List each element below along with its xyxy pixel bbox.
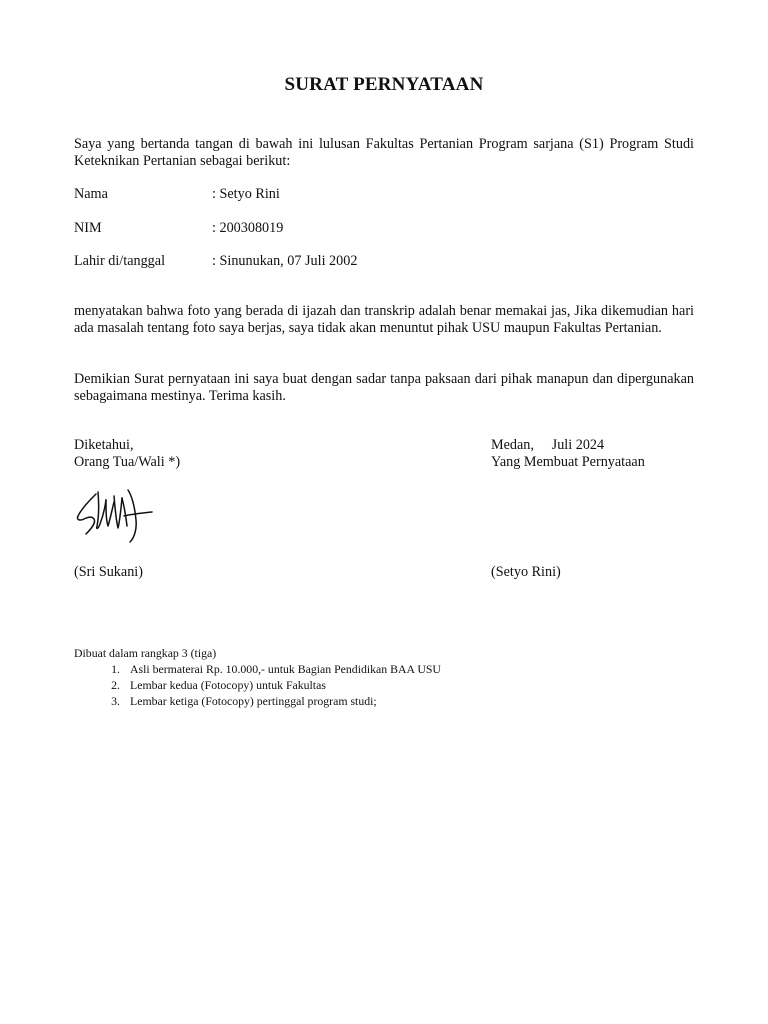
field-value: : Sinunukan, 07 Juli 2002 (212, 253, 358, 269)
left-signatory-line2: Orang Tua/Wali *) (74, 454, 181, 470)
document-title: SURAT PERNYATAAN (284, 74, 484, 95)
right-signatory-line2: Yang Membuat Pernyataan (491, 454, 645, 470)
right-signatory-place-date: Medan, Juli 2024 (491, 437, 605, 453)
list-number: 2. (111, 678, 120, 692)
closing-paragraph: Demikian Surat pernyataan ini saya buat dengan sadar tanpa paksaan dari pihak manapun dan dipergunakan sebagaimana mestinya. Terima kasih. (74, 371, 694, 404)
copies-heading: Dibuat dalam rangkap 3 (tiga) (74, 646, 217, 660)
intro-paragraph: Saya yang bertanda tangan di bawah ini lulusan Fakultas Pertanian Program sarjana (S1) Program Studi Keteknikan Pertanian sebagai berikut: (74, 136, 694, 169)
left-signatory-line1: Diketahui, (74, 437, 134, 453)
field-label: Lahir di/tanggal (74, 253, 166, 269)
right-signatory-name: (Setyo Rini) (491, 564, 561, 580)
list-item (74, 693, 441, 709)
left-signatory-name: (Sri Sukani) (74, 564, 143, 580)
field-birth (74, 253, 357, 270)
list-text: Lembar ketiga (Fotocopy) pertinggal program studi; (130, 694, 377, 708)
statement-paragraph: menyatakan bahwa foto yang berada di ijazah dan transkrip adalah benar memakai jas, Jika dikemudian hari ada masalah tentang foto saya berjas, saya tidak akan menuntut pihak USU maupun Fakultas Pertanian. (74, 303, 694, 336)
list-number: 1. (111, 662, 120, 676)
field-label: Nama (74, 186, 108, 202)
field-nim (74, 220, 283, 237)
list-item (74, 677, 441, 693)
field-value: : 200308019 (212, 220, 284, 236)
list-item (74, 661, 441, 677)
field-nama (74, 186, 280, 203)
field-label: NIM (74, 220, 102, 236)
copies-list (74, 661, 441, 709)
list-text: Asli bermaterai Rp. 10.000,- untuk Bagian Pendidikan BAA USU (130, 662, 441, 676)
list-number: 3. (111, 694, 120, 708)
field-value: : Setyo Rini (212, 186, 280, 202)
list-text: Lembar kedua (Fotocopy) untuk Fakultas (130, 678, 326, 692)
handwritten-signature (72, 486, 156, 544)
